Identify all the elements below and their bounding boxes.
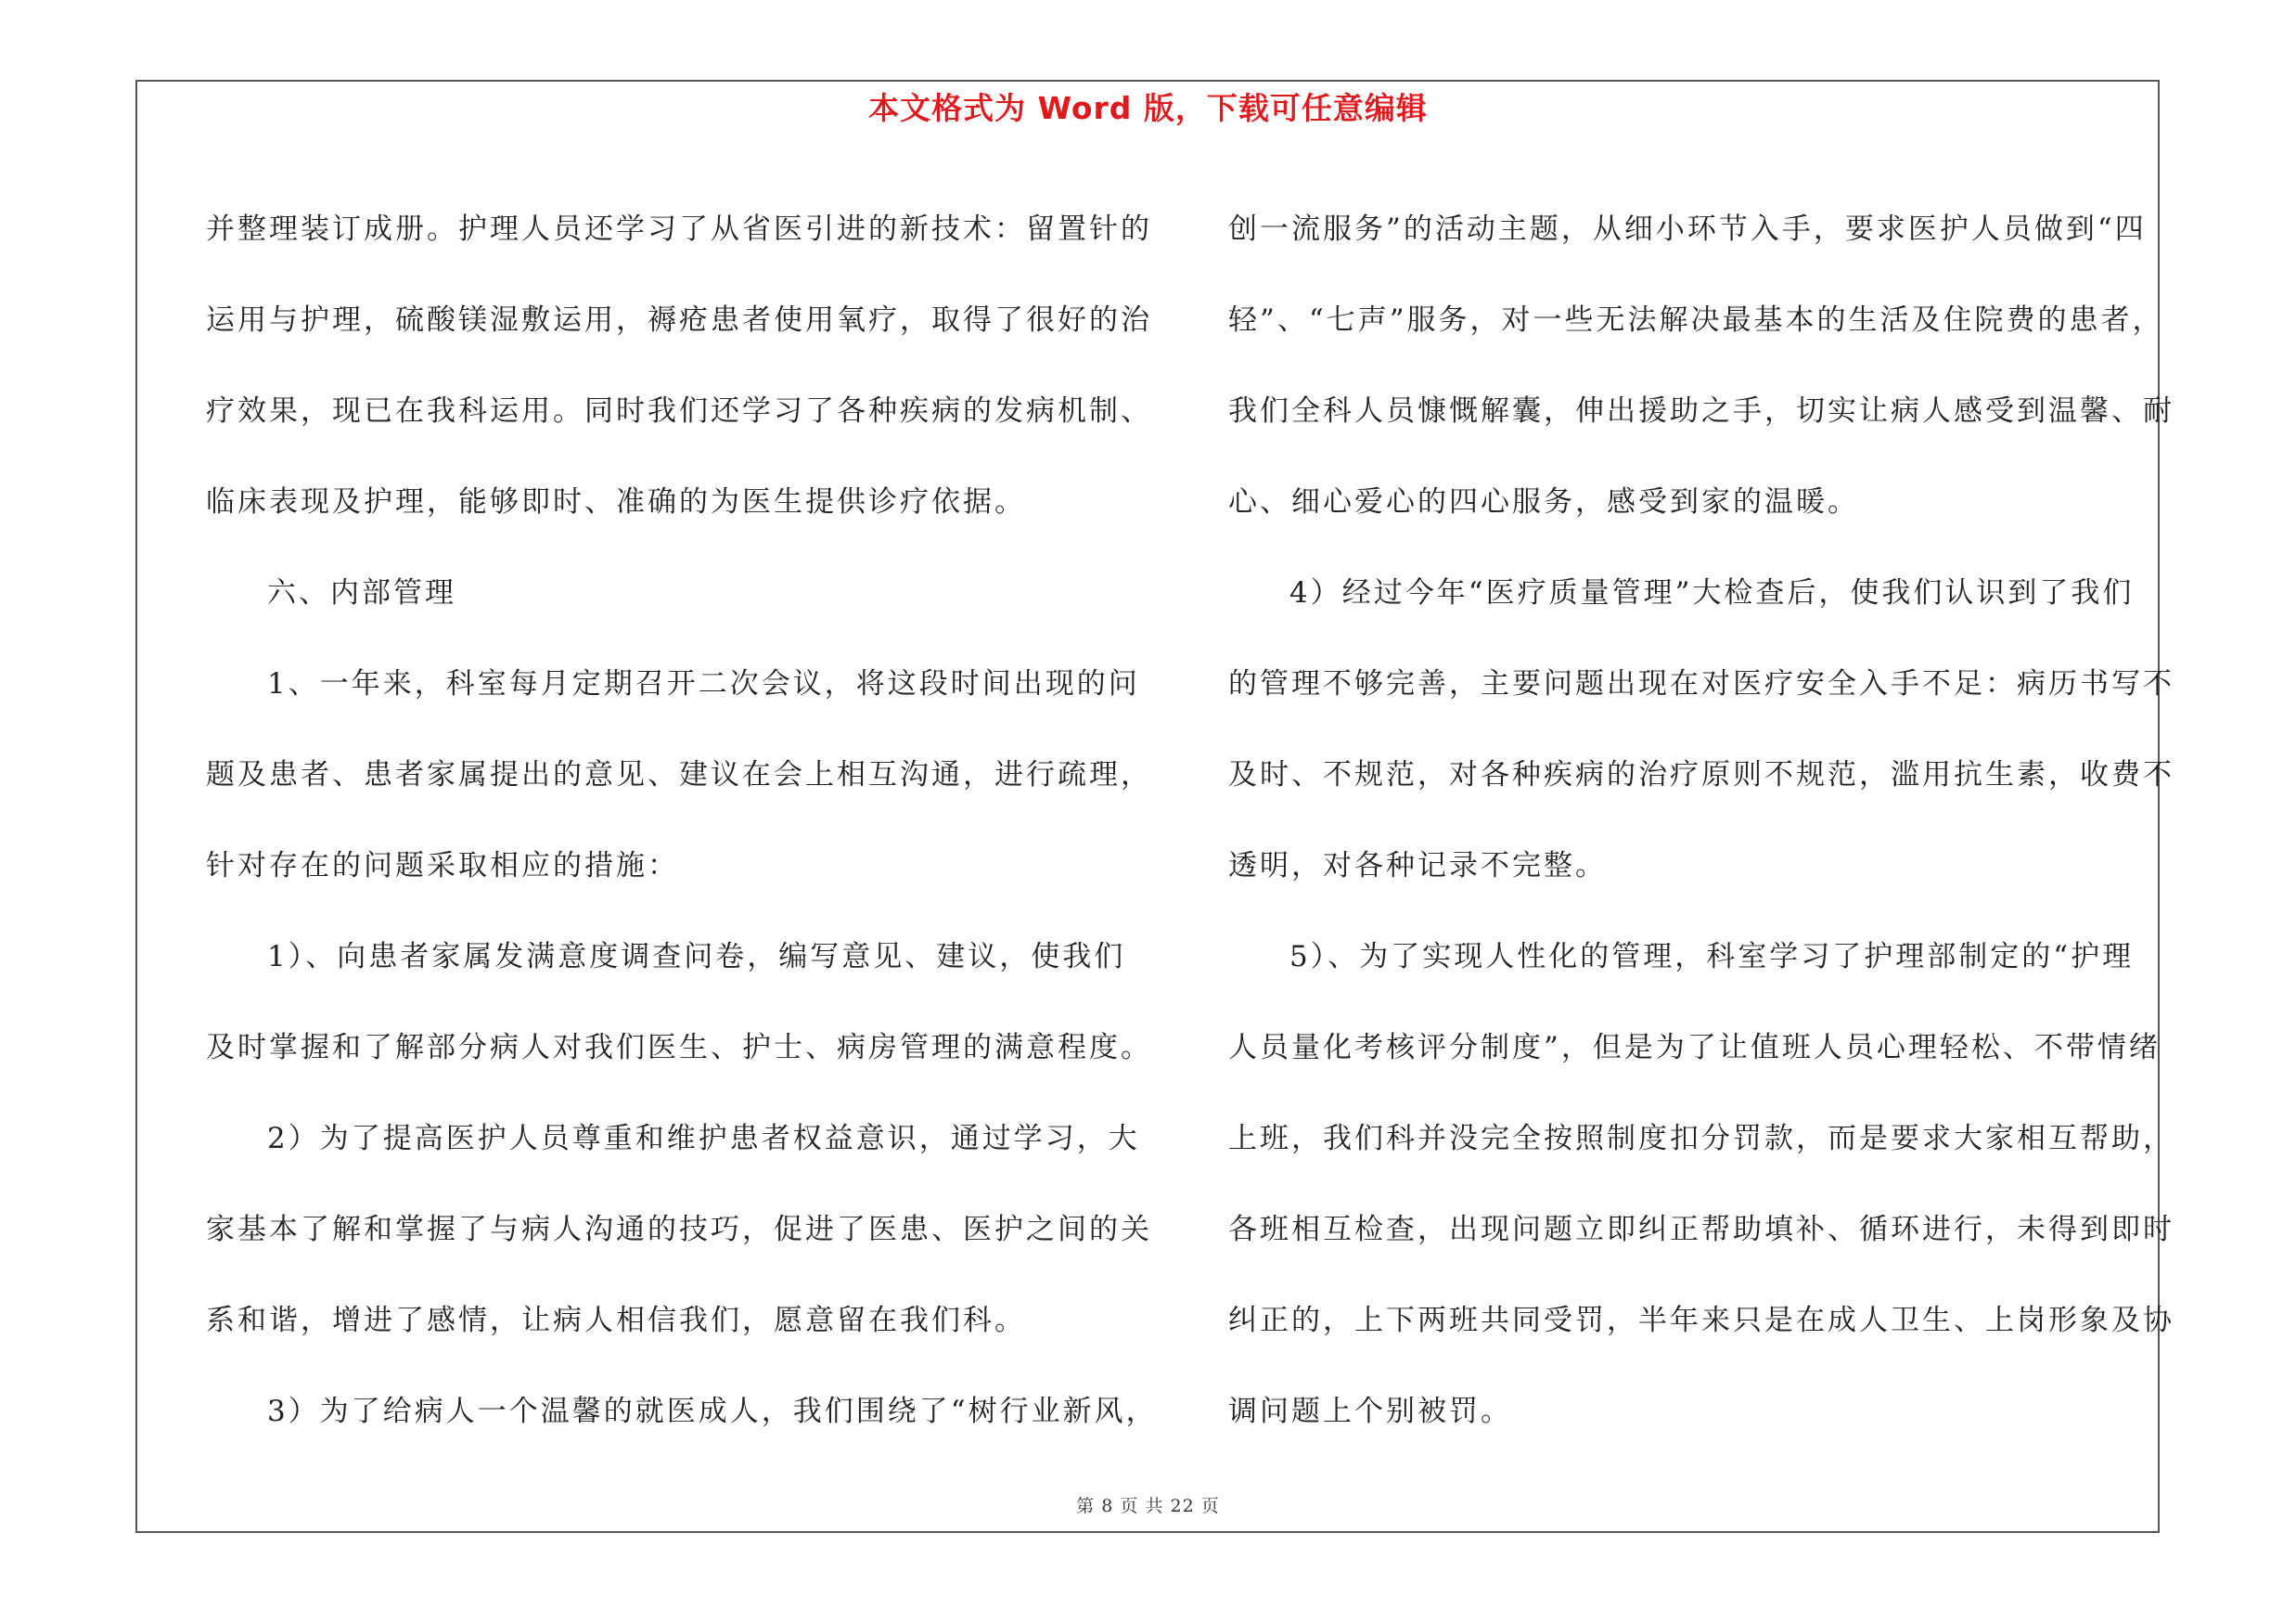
left-column	[206, 184, 1171, 1457]
text-line: 轻”、“七声”服务，对一些无法解决最基本的生活及住院费的患者，	[1228, 303, 2164, 337]
text-line: 我们全科人员慷慨解囊，伸出援助之手，切实让病人感受到温馨、耐	[1228, 394, 2174, 428]
text-line: 临床表现及护理，能够即时、准确的为医生提供诊疗依据。	[206, 485, 1026, 519]
page-number: 第 8 页 共 22 页	[1076, 1496, 1220, 1516]
text-line: 心、细心爱心的四心服务，感受到家的温暖。	[1228, 485, 1859, 519]
text-line: 1、一年来，科室每月定期召开二次会议，将这段时间出现的问	[267, 667, 1140, 701]
text-line: 5）、为了实现人性化的管理，科室学习了护理部制定的“护理	[1289, 940, 2135, 973]
text-line: 调问题上个别被罚。	[1228, 1395, 1512, 1428]
text-line: 题及患者、患者家属提出的意见、建议在会上相互沟通，进行疏理，	[206, 758, 1152, 792]
text-line: 3）为了给病人一个温馨的就医成人，我们围绕了“树行业新风，	[267, 1395, 1158, 1428]
text-line: 透明，对各种记录不完整。	[1228, 849, 1607, 882]
text-line: 并整理装订成册。护理人员还学习了从省医引进的新技术：留置针的	[206, 213, 1152, 246]
text-line: 人员量化考核评分制度”，但是为了让值班人员心理轻松、不带情绪	[1228, 1031, 2161, 1064]
text-line: 及时掌握和了解部分病人对我们医生、护士、病房管理的满意程度。	[206, 1031, 1152, 1064]
text-line: 上班，我们科并没完全按照制度扣分罚款，而是要求大家相互帮助，	[1228, 1122, 2174, 1155]
text-line: 的管理不够完善，主要问题出现在对医疗安全入手不足：病历书写不	[1228, 667, 2174, 701]
text-line: 运用与护理，硫酸镁湿敷运用，褥疮患者使用氧疗，取得了很好的治	[206, 303, 1152, 337]
text-line: 纠正的，上下两班共同受罚，半年来只是在成人卫生、上岗形象及协	[1228, 1304, 2174, 1337]
right-column	[1228, 184, 2193, 1457]
text-line: 系和谐，增进了感情，让病人相信我们，愿意留在我们科。	[206, 1304, 1026, 1337]
text-line: 疗效果，现已在我科运用。同时我们还学习了各种疾病的发病机制、	[206, 394, 1152, 428]
text-line: 各班相互检查，出现问题立即纠正帮助填补、循环进行，未得到即时	[1228, 1213, 2174, 1246]
document-banner: 本文格式为 Word 版，下载可任意编辑	[868, 90, 1428, 126]
text-line: 家基本了解和掌握了与病人沟通的技巧，促进了医患、医护之间的关	[206, 1213, 1152, 1246]
text-line: 1）、向患者家属发满意度调查问卷，编写意见、建议，使我们	[267, 940, 1126, 973]
text-line: 2）为了提高医护人员尊重和维护患者权益意识，通过学习，大	[267, 1122, 1140, 1155]
text-line: 及时、不规范，对各种疾病的治疗原则不规范，滥用抗生素，收费不	[1228, 758, 2174, 792]
text-line: 针对存在的问题采取相应的措施：	[206, 849, 679, 882]
section-heading: 六、内部管理	[267, 576, 456, 610]
text-line: 4）经过今年“医疗质量管理”大检查后，使我们认识到了我们	[1289, 576, 2135, 610]
text-line: 创一流服务”的活动主题，从细小环节入手，要求医护人员做到“四	[1228, 213, 2147, 246]
